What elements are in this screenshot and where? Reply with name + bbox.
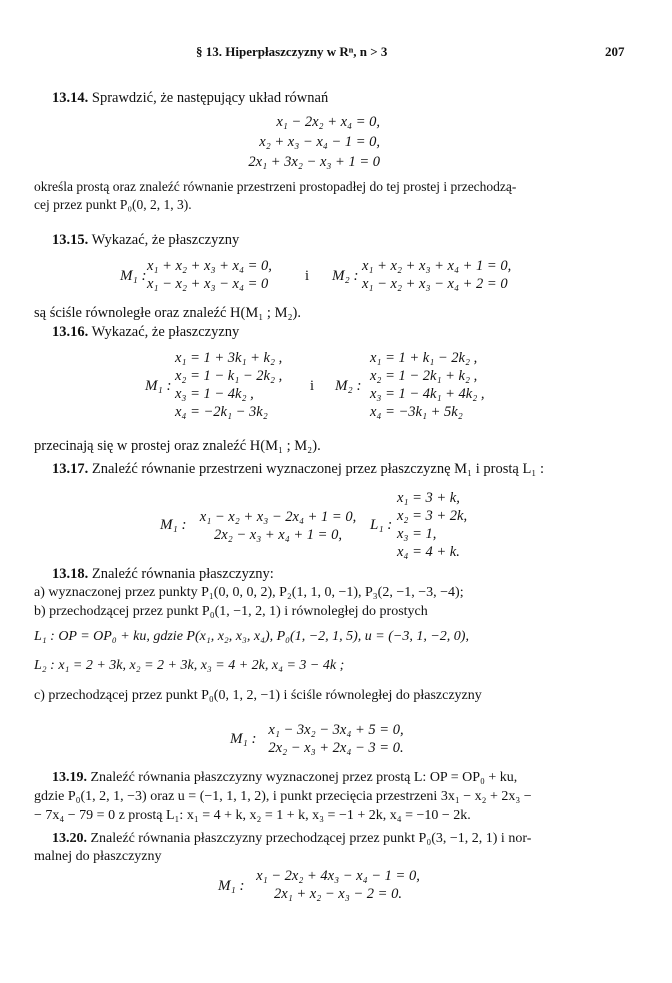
label-m1: M₁ : xyxy=(145,378,172,394)
system-m1 xyxy=(147,258,272,293)
exercise-intro: Wykazać, że płaszczyzny xyxy=(91,232,240,248)
item-b: b) przechodzącej przez punkt P₀(1, −1, 2, 1) i równoległej do prostych xyxy=(34,604,428,619)
label-m2: M₂ : xyxy=(332,268,359,284)
exercise-13-15-after: są ściśle równoległe oraz znaleźć H(M₁ ; M₂). xyxy=(34,305,301,321)
item-a: a) wyznaczonej przez punkty P₁(0, 0, 0, 2), P₂(1, 1, 0, −1), P₃(2, −1, −3, −4); xyxy=(34,585,464,600)
equation: x₁ + x₂ + x₃ + x₄ + 1 = 0, xyxy=(362,258,512,274)
text-line: − 7x₄ − 79 = 0 z prostą L₁: x₁ = 4 + k, x₂ = 1 + k, x₃ = −1 + 2k, x₄ = −10 − 2k. xyxy=(34,808,471,823)
label-m2: M₂ : xyxy=(335,378,362,394)
text-line: cej przez punkt P₀(0, 2, 1, 3). xyxy=(34,197,192,212)
equation: 2x₁ + 3x₂ − x₃ + 1 = 0 xyxy=(248,154,380,170)
equation: x₂ = 1 − 2k₁ + k₂ , xyxy=(370,368,478,384)
exercise-intro: Znaleźć równanie przestrzeni wyznaczonej przez płaszczyznę M₁ i prostą L₁ : xyxy=(91,461,545,477)
equation: x₃ = 1 − 4k₁ + 4k₂ , xyxy=(370,386,485,402)
system-m2 xyxy=(370,350,485,421)
equation: 2x₁ + x₂ − x₃ − 2 = 0. xyxy=(274,886,402,902)
exercise-number: 13.16. xyxy=(52,324,89,340)
exercise-number: 13.17. xyxy=(52,461,89,477)
exercise-number: 13.14. xyxy=(52,90,89,106)
exercise-13-15-heading xyxy=(52,232,239,249)
label-m1: M₁ : xyxy=(120,268,147,284)
exercise-13-20 xyxy=(34,830,640,865)
equation: x₁ − 2x₂ + 4x₃ − x₄ − 1 = 0, xyxy=(256,868,420,884)
exercise-number: 13.18. xyxy=(52,566,89,582)
text-line: określa prostą oraz znaleźć równanie przestrzeni prostopadłej do tej prostej i przechodzą- xyxy=(34,179,517,194)
text-line: gdzie P₀(1, 2, 1, −3) oraz u = (−1, 1, 1, 2), i punkt przecięcia przestrzeni 3x₁ − x₂ + 2x₃ − xyxy=(34,789,532,804)
line-l2: L₂ : x₁ = 2 + 3k, x₂ = 2 + 3k, x₃ = 4 + 2k, x₄ = 3 − 4k ; xyxy=(34,658,345,673)
equation: x₄ = −3k₁ + 5k₂ xyxy=(370,404,463,420)
exercise-13-14-text xyxy=(34,178,638,213)
equation: x₁ = 1 + 3k₁ + k₂ , xyxy=(175,350,283,366)
equation: x₁ − 3x₂ − 3x₄ + 5 = 0, xyxy=(268,722,404,738)
item-c: c) przechodzącej przez punkt P₀(0, 1, 2, −1) i ściśle równoległej do płaszczyzny xyxy=(34,688,482,703)
exercise-13-14-system xyxy=(200,114,380,171)
text-line-content: Znaleźć równania płaszczyzny wyznaczonej przez prostą L: OP = OP₀ + ku, xyxy=(90,770,518,785)
system-m2 xyxy=(362,258,511,293)
equation: x₁ + x₂ + x₃ + x₄ = 0, xyxy=(147,258,272,274)
system-m1 xyxy=(248,868,428,903)
text-line xyxy=(34,769,640,786)
label-l1: L₁ : xyxy=(370,517,393,533)
exercise-13-16-after: przecinają się w prostej oraz znaleźć H(M₁ ; M₂). xyxy=(34,438,321,454)
exercise-13-16-heading xyxy=(52,324,239,341)
line-l1 xyxy=(397,490,467,561)
conjunction: i xyxy=(305,268,310,284)
system-m1 xyxy=(190,509,366,544)
label-m1: M₁ : xyxy=(160,517,187,533)
text-line: malnej do płaszczyzny xyxy=(34,849,162,864)
equation: x₁ = 1 + k₁ − 2k₂ , xyxy=(370,350,478,366)
equation: x₁ − x₂ + x₃ − x₄ = 0 xyxy=(147,276,269,292)
equation: x₃ = 1 − 4k₂ , xyxy=(175,386,254,402)
exercise-number: 13.15. xyxy=(52,232,89,248)
equation: 2x₂ − x₃ + 2x₄ − 3 = 0. xyxy=(268,740,404,756)
running-header: § 13. Hiperpłaszczyzny w Rⁿ, n > 3 xyxy=(196,44,388,59)
label-m1: M₁ : xyxy=(230,731,257,747)
equation: x₃ = 1, xyxy=(397,526,437,542)
system-m1 xyxy=(175,350,282,421)
exercise-13-19 xyxy=(34,769,640,824)
system-m1 xyxy=(256,722,416,757)
exercise-number: 13.20. xyxy=(52,831,87,846)
exercise-intro: Wykazać, że płaszczyzny xyxy=(91,324,240,340)
exercise-13-17-heading xyxy=(52,461,544,478)
equation: x₁ − 2x₂ + x₄ = 0, xyxy=(276,114,380,130)
exercise-13-14-heading xyxy=(52,90,328,107)
equation: x₄ = 4 + k. xyxy=(397,544,460,560)
equation: x₁ − x₂ + x₃ − x₄ + 2 = 0 xyxy=(362,276,508,292)
equation: x₂ = 3 + 2k, xyxy=(397,508,468,524)
exercise-intro: Znaleźć równania płaszczyzny: xyxy=(91,566,274,582)
equation: x₂ = 1 − k₁ − 2k₂ , xyxy=(175,368,283,384)
label-m1: M₁ : xyxy=(218,878,245,894)
equation: x₁ = 3 + k, xyxy=(397,490,460,506)
text-line xyxy=(34,830,640,847)
line-l1: L₁ : OP = OP₀ + ku, gdzie P(x₁, x₂, x₃, x₄), P₀(1, −2, 1, 5), u = (−3, 1, −2, 0), xyxy=(34,629,469,644)
conjunction: i xyxy=(310,378,315,394)
equation: x₁ − x₂ + x₃ − 2x₄ + 1 = 0, xyxy=(199,509,357,525)
equation: 2x₂ − x₃ + x₄ + 1 = 0, xyxy=(214,527,342,543)
exercise-13-18-heading xyxy=(52,566,274,583)
page-number: 207 xyxy=(605,44,625,59)
equation: x₂ + x₃ − x₄ − 1 = 0, xyxy=(259,134,380,150)
exercise-number: 13.19. xyxy=(52,770,87,785)
equation: x₄ = −2k₁ − 3k₂ xyxy=(175,404,268,420)
text-line-content: Znaleźć równania płaszczyzny przechodzącej przez punkt P₀(3, −1, 2, 1) i nor- xyxy=(90,831,532,846)
exercise-intro: Sprawdzić, że następujący układ równań xyxy=(91,90,329,106)
